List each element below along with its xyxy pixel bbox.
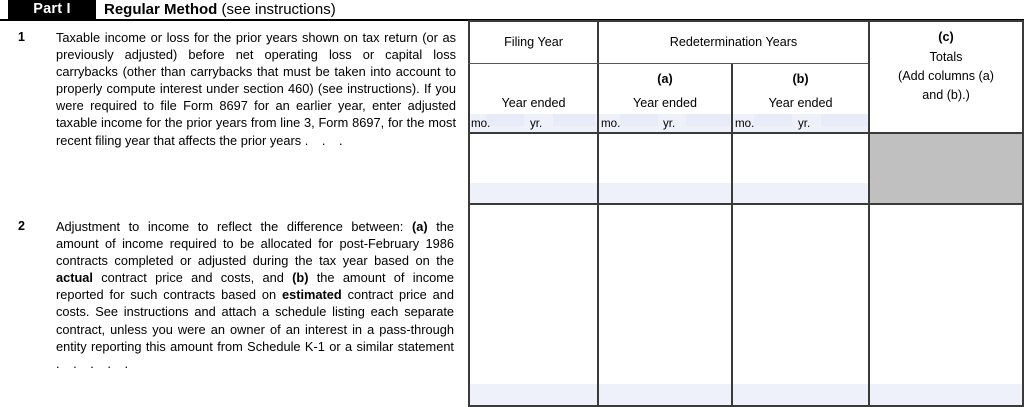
line-2-body: Adjustment to income to reflect the difference between: (a) the amount of income required to be allocated for post-February 1986 contracts completed or adjusted during the tax year based on the actual contract price and costs, and (b) the amount of income reported for such contracts based on estimated contract price and costs. See instructions and attach a schedule listing each separate contract, unless you were an owner of an interest in a pass-through entity reporting this amount from Schedule K-1 or a similar statement — [56, 219, 455, 354]
row2-col-b-input[interactable] — [733, 384, 868, 405]
table-border-top — [468, 20, 1024, 22]
column-header-c-letter — [870, 30, 1022, 45]
col-a-mo-input[interactable] — [620, 114, 658, 126]
col-b-mo-input[interactable] — [754, 114, 792, 126]
column-header-c-note-1: (Add columns (a) — [898, 69, 994, 83]
col-b-yr-label: yr. — [798, 117, 811, 130]
col-b-yr-input[interactable] — [821, 114, 867, 126]
filing-year-yr-input[interactable] — [553, 114, 595, 126]
column-header-c-note-2: and (b).) — [922, 88, 970, 102]
row2-col-c-input[interactable] — [870, 384, 1022, 405]
line-1-number: 1 — [18, 30, 25, 44]
line-2-number: 2 — [18, 219, 25, 233]
col-b-year-ended-label: Year ended — [768, 96, 833, 110]
row2-filing-year-input[interactable] — [470, 384, 597, 405]
row1-col-b-input[interactable] — [733, 183, 868, 203]
table-row1-bottom-rule — [468, 203, 1024, 205]
table-header-subdivider — [468, 63, 868, 64]
line-2-leader: . . . . . — [56, 355, 133, 371]
filing-year-yr-label: yr. — [530, 117, 543, 130]
col-a-yr-input[interactable] — [686, 114, 730, 126]
column-header-redetermination-years: Redetermination Years — [669, 35, 798, 49]
row1-col-a-input[interactable] — [599, 183, 731, 203]
column-header-c-title: Totals — [929, 50, 963, 64]
line-1-body: Taxable income or loss for the prior years shown on tax return (or as previously adjusted) before net operating loss or capital loss carrybacks (other than carrybacks that must be taken into account to properly compute interest under section 460) (see instructions). If you were required to file Form 8697 for an earlier year, enter adjusted taxable income for the prior years from line 3, Form 8697, for the most recent filing year that affects the prior years — [56, 30, 456, 148]
line-1-leader: . . . — [304, 132, 348, 148]
redetermination-table — [468, 20, 1024, 407]
filing-year-mo-label: mo. — [471, 117, 491, 130]
column-header-a-letter — [599, 72, 731, 87]
line-2-text — [56, 218, 454, 372]
filing-year-ended-label: Year ended — [501, 96, 566, 110]
column-header-b-letter — [733, 72, 868, 87]
col-a-year-ended-label: Year ended — [633, 96, 697, 110]
row2-col-a-input[interactable] — [599, 384, 731, 405]
line-1-text — [56, 29, 456, 149]
part-title — [104, 0, 336, 19]
col-a-yr-label: yr. — [663, 117, 676, 130]
part-title-note: (see instructions) — [217, 1, 336, 18]
part-title-bold: Regular Method — [104, 1, 218, 18]
column-c-letter-text: (c) — [938, 30, 954, 44]
part-header — [0, 0, 1024, 20]
part-number-badge: Part I — [8, 0, 96, 19]
column-a-letter-text: (a) — [657, 72, 673, 86]
filing-year-mo-input[interactable] — [486, 114, 524, 126]
column-b-letter-text: (b) — [792, 72, 809, 86]
row1-col-c-blocked — [870, 134, 1022, 203]
row1-filing-year-input[interactable] — [470, 183, 597, 203]
table-border-left — [468, 20, 470, 407]
col-a-mo-label: mo. — [601, 117, 621, 130]
column-header-filing-year: Filing Year — [504, 35, 563, 49]
col-b-mo-label: mo. — [735, 117, 755, 130]
